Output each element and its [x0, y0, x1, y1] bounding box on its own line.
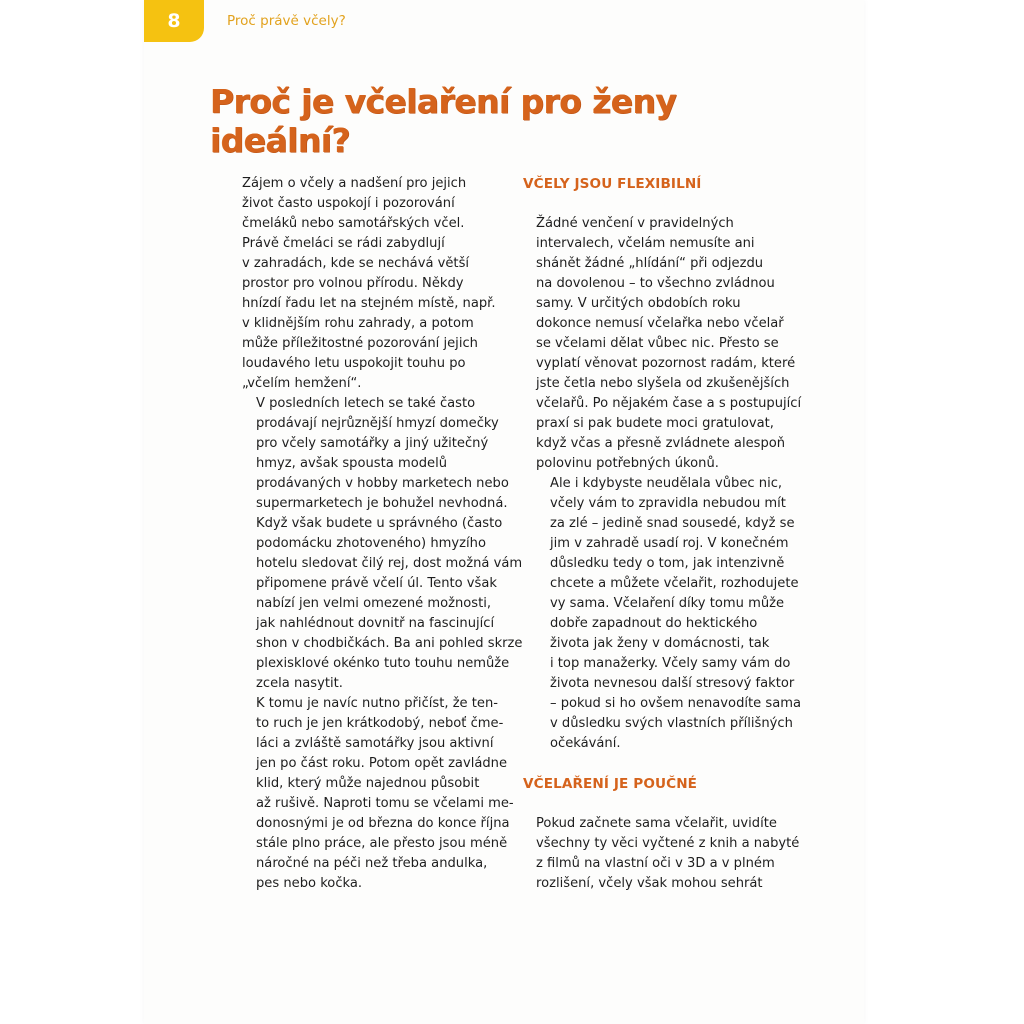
- paragraph: [536, 474, 801, 754]
- text-line: se včelami dělat vůbec nic. Přesto se: [536, 336, 779, 351]
- text-line: Zájem o včely a nadšení pro jejich: [242, 176, 467, 191]
- text-line: vyplatí věnovat pozornost radám, které: [536, 356, 796, 371]
- paragraph: [242, 394, 523, 694]
- text-line: samy. V určitých obdobích roku: [536, 296, 741, 311]
- section-heading-flexibilni: VČELY JSOU FLEXIBILNÍ: [523, 176, 702, 192]
- text-line: všechny ty věci vyčtené z knih a nabyté: [536, 836, 800, 851]
- text-line: „včelím hemžení“.: [242, 376, 362, 391]
- text-line: shánět žádné „hlídání“ při odjezdu: [536, 256, 764, 271]
- text-line: rozlišení, včely však mohou sehrát: [536, 876, 763, 891]
- text-line: podomácku zhotoveného) hmyzího: [256, 536, 486, 551]
- text-line: jen po část roku. Potom opět zavládne: [256, 756, 508, 771]
- text-line: polovinu potřebných úkonů.: [536, 456, 719, 471]
- text-line: dobře zapadnout do hektického: [550, 616, 758, 631]
- text-line: z filmů na vlastní oči v 3D a v plném: [536, 856, 775, 871]
- text-line: včelařů. Po nějakém čase a s postupující: [536, 396, 802, 411]
- text-line: připomene právě včelí úl. Tento však: [256, 576, 497, 591]
- text-line: supermarketech je bohužel nevhodná.: [256, 496, 508, 511]
- text-line: láci a zvláště samotářky jsou aktivní: [256, 736, 494, 751]
- text-line: hnízdí řadu let na stejném místě, např.: [242, 296, 496, 311]
- text-line: hmyz, avšak spousta modelů: [256, 456, 448, 471]
- text-line: na dovolenou – to všechno zvládnou: [536, 276, 775, 291]
- text-line: loudavého letu uspokojit touhu po: [242, 356, 466, 371]
- text-line: V posledních letech se také často: [256, 396, 476, 411]
- text-line: – pokud si ho ovšem nenavodíte sama: [550, 696, 801, 711]
- text-line: shon v chodbičkách. Ba ani pohled skrze: [256, 636, 523, 651]
- paragraph: [242, 174, 512, 394]
- text-line: plexisklové okénko tuto touhu nemůže: [256, 656, 510, 671]
- text-line: stále plno práce, ale přesto jsou méně: [256, 836, 508, 851]
- text-line: prodávaných v hobby marketech nebo: [256, 476, 509, 491]
- text-line: důsledku tedy o tom, jak intenzivně: [550, 556, 785, 571]
- page-number-tab: [144, 0, 204, 42]
- paragraph: [536, 814, 800, 894]
- text-line: pes nebo kočka.: [256, 876, 363, 891]
- right-column: [523, 174, 802, 894]
- text-line: K tomu je navíc nutno přičíst, že ten-: [256, 696, 498, 711]
- page-number: 8: [167, 10, 181, 32]
- text-line: donosnými je od března do konce října: [256, 816, 510, 831]
- paragraph: [536, 214, 802, 474]
- text-line: života nevnesou další stresový faktor: [550, 676, 795, 691]
- text-line: Ale i kdybyste neudělala vůbec nic,: [550, 476, 783, 491]
- text-line: klid, který může najednou působit: [256, 776, 480, 791]
- text-line: Pokud začnete sama včelařit, uvidíte: [536, 816, 777, 831]
- text-line: očekávání.: [550, 736, 621, 751]
- page-title: Proč je včelaření pro ženy ideální?: [210, 82, 677, 160]
- text-line: prodávají nejrůznější hmyzí domečky: [256, 416, 499, 431]
- text-line: dokonce nemusí včelařka nebo včelař: [536, 316, 784, 331]
- text-line: intervalech, včelám nemusíte ani: [536, 236, 755, 251]
- text-line: jste četla nebo slyšela od zkušenějších: [536, 376, 790, 391]
- text-line: Právě čmeláci se rádi zabydlují: [242, 236, 445, 251]
- text-line: prostor pro volnou přírodu. Někdy: [242, 276, 464, 291]
- text-line: včely vám to zpravidla nebudou mít: [550, 496, 786, 511]
- text-line: i top manažerky. Včely samy vám do: [550, 656, 791, 671]
- text-line: náročné na péči než třeba andulka,: [256, 856, 488, 871]
- text-line: jim v zahradě usadí roj. V konečném: [550, 536, 789, 551]
- text-line: může příležitostné pozorování jejich: [242, 336, 478, 351]
- text-line: v důsledku svých vlastních přílišných: [550, 716, 793, 731]
- text-line: za zlé – jedině snad sousedé, když se: [550, 516, 795, 531]
- text-line: nabízí jen velmi omezené možnosti,: [256, 596, 492, 611]
- section-heading-poucne: VČELAŘENÍ JE POUČNÉ: [523, 776, 698, 792]
- section-body: [523, 814, 800, 894]
- left-column: [242, 174, 523, 894]
- text-line: zcela nasytit.: [256, 676, 343, 691]
- paragraph: [242, 694, 512, 894]
- text-line: jak nahlédnout dovnitř na fascinující: [256, 616, 495, 631]
- text-line: hotelu sledovat čilý rej, dost možná vám: [256, 556, 523, 571]
- text-line: vy sama. Včelaření díky tomu může: [550, 596, 785, 611]
- text-line: Žádné venčení v pravidelných: [536, 216, 734, 231]
- text-line: chcete a můžete včelařit, rozhodujete: [550, 576, 799, 591]
- text-line: čmeláků nebo samotářských včel.: [242, 216, 465, 231]
- text-line: Když však budete u správného (často: [256, 516, 503, 531]
- text-line: v zahradách, kde se nechává větší: [242, 256, 470, 271]
- text-line: až rušivě. Naproti tomu se včelami me-: [256, 796, 514, 811]
- text-line: to ruch je jen krátkodobý, neboť čme-: [256, 716, 504, 731]
- text-line: když včas a přesně zvládnete alespoň: [536, 436, 786, 451]
- text-line: život často uspokojí i pozorování: [242, 196, 455, 211]
- text-line: v klidnějším rohu zahrady, a potom: [242, 316, 474, 331]
- text-line: praxí si pak budete moci gratulovat,: [536, 416, 774, 431]
- running-head: Proč právě včely?: [227, 13, 346, 29]
- section-body: [523, 214, 802, 754]
- text-line: života jak ženy v domácnosti, tak: [550, 636, 770, 651]
- text-line: pro včely samotářky a jiný užitečný: [256, 436, 489, 451]
